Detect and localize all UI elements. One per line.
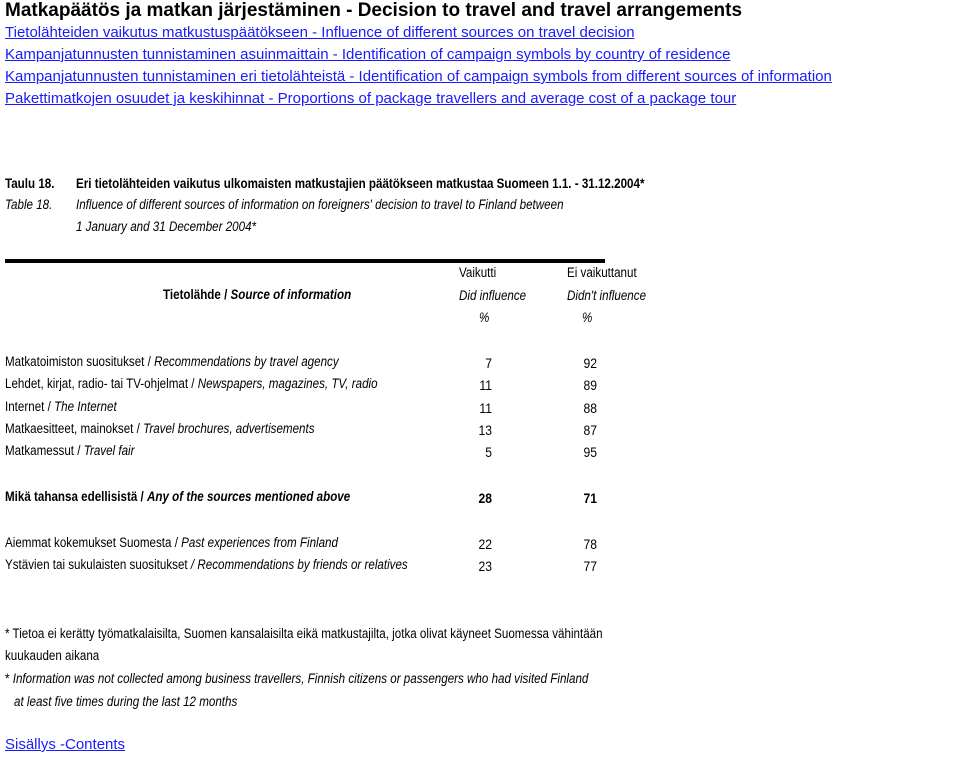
table-cell-didnt: 92 — [583, 356, 597, 371]
table-cell-didnt: 95 — [583, 445, 597, 460]
table-cell-did: 13 — [478, 423, 492, 438]
col2-header-unit: % — [582, 310, 593, 325]
col1-header-fi: Vaikutti — [459, 265, 497, 280]
table-row-label-total: Mikä tahansa edellisistä / Any of the sources mentioned above — [5, 489, 351, 504]
table-cell-did: 7 — [485, 356, 492, 371]
table-row-label: Ystävien tai sukulaisten suositukset / Recommendations by friends or relatives — [5, 557, 408, 572]
table-top-rule — [5, 259, 605, 263]
table-cell-did: 11 — [479, 401, 492, 416]
table-row-label: Aiemmat kokemukset Suomesta / Past experiences from Finland — [5, 535, 338, 550]
table-row-label: Matkamessut / Travel fair — [5, 443, 135, 458]
table-cell-didnt: 87 — [583, 423, 597, 438]
table-cell-did-total: 28 — [478, 491, 492, 506]
table-cell-didnt: 89 — [583, 378, 597, 393]
table-cell-didnt: 77 — [583, 559, 597, 574]
caption-en-label: Table 18. — [5, 197, 53, 212]
table-row-label: Lehdet, kirjat, radio- tai TV-ohjelmat / Newspapers, magazines, TV, radio — [5, 376, 378, 391]
footnote-en-line2: at least five times during the last 12 months — [14, 694, 238, 709]
footnote-fi-line2: kuukauden aikana — [5, 648, 100, 663]
table-cell-didnt-total: 71 — [583, 491, 597, 506]
nav-link-campaign-by-source[interactable]: Kampanjatunnusten tunnistaminen eri tietolähteistä - Identification of campaign symbols from different sources of information — [5, 68, 832, 85]
footnote-en-line1: * Information was not collected among business travellers, Finnish citizens or passengers who had visited Finland — [5, 671, 589, 686]
caption-fi-label: Taulu 18. — [5, 176, 55, 191]
col1-header-en: Did influence — [459, 288, 527, 303]
col2-header-fi: Ei vaikuttanut — [567, 265, 637, 280]
col2-header-en: Didn't influence — [567, 288, 647, 303]
caption-fi-text: Eri tietolähteiden vaikutus ulkomaisten matkustajien päätökseen matkustaa Suomeen 1.1. - 31.12.2004* — [76, 176, 645, 191]
col1-header-unit: % — [479, 310, 490, 325]
table-row-label: Matkatoimiston suositukset / Recommendations by travel agency — [5, 354, 339, 369]
table-row-label: Matkaesitteet, mainokset / Travel brochures, advertisements — [5, 421, 315, 436]
table-cell-didnt: 78 — [583, 537, 597, 552]
col-header-source: Tietolähde / Source of information — [163, 287, 352, 302]
nav-link-campaign-by-country[interactable]: Kampanjatunnusten tunnistaminen asuinmaittain - Identification of campaign symbols by country of residence — [5, 46, 731, 63]
nav-link-sources-influence[interactable]: Tietolähteiden vaikutus matkustuspäätökseen - Influence of different sources on travel decision — [5, 24, 635, 41]
table-cell-did: 23 — [478, 559, 492, 574]
caption-en-text-line2: 1 January and 31 December 2004* — [76, 219, 257, 234]
table-row-label: Internet / The Internet — [5, 399, 117, 414]
table-cell-did: 11 — [479, 378, 492, 393]
table-cell-didnt: 88 — [583, 401, 597, 416]
contents-link[interactable]: Sisällys -Contents — [5, 736, 126, 753]
table-cell-did: 22 — [478, 537, 492, 552]
caption-en-text-line1: Influence of different sources of information on foreigners' decision to travel to Finland between — [76, 197, 564, 212]
nav-link-package-tours[interactable]: Pakettimatkojen osuudet ja keskihinnat - Proportions of package travellers and average cost of a package tour — [5, 90, 737, 107]
footnote-fi-line1: * Tietoa ei kerätty työmatkalaisilta, Suomen kansalaisilta eikä matkustajilta, jotka olivat käyneet Suomessa vähintään — [5, 626, 603, 641]
table-cell-did: 5 — [485, 445, 492, 460]
page-title: Matkapäätös ja matkan järjestäminen - Decision to travel and travel arrangements — [5, 0, 743, 21]
